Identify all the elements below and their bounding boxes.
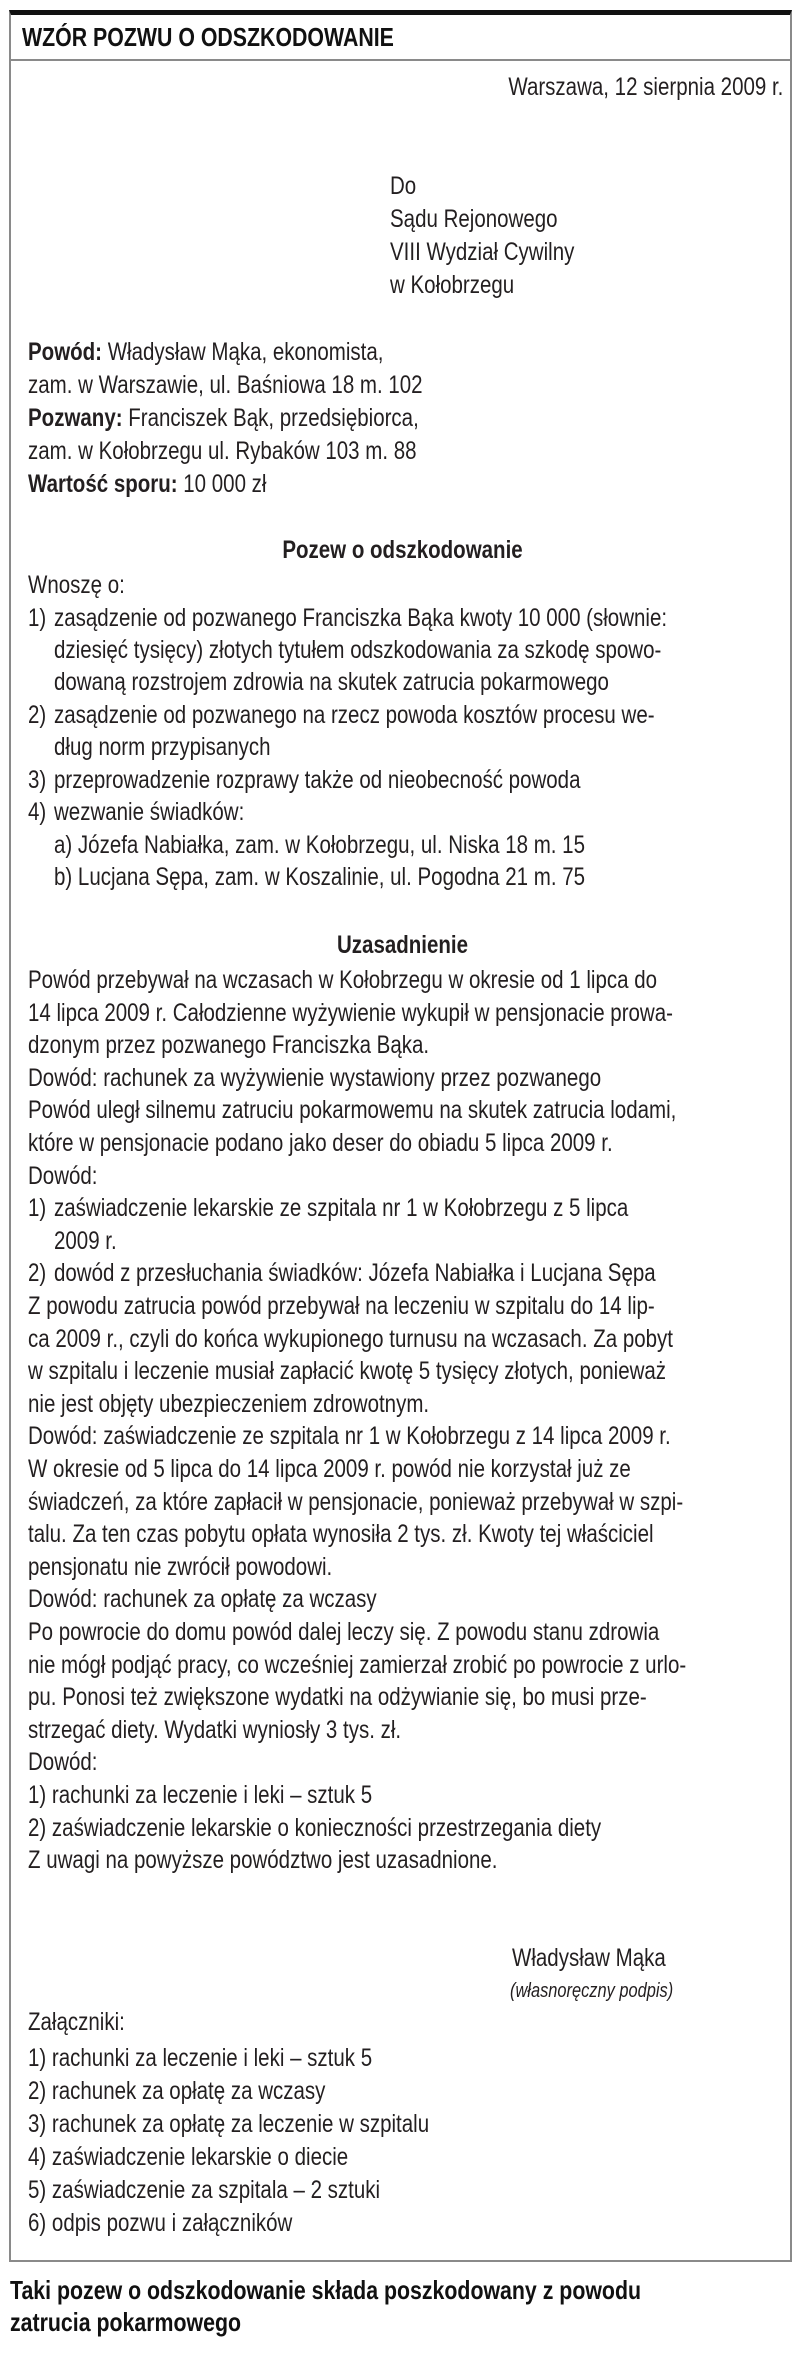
caption-line: Taki pozew o odszkodowanie składa poszkodowany z powodu [10,2275,642,2305]
document-title: WZÓR POZWU O ODSZKODOWANIE [22,22,394,52]
plaintiff-line [28,340,383,365]
claim-intro: Wnoszę o: [28,571,125,599]
plaintiff-label: Powód: [28,338,103,366]
evidence-text: 2009 r. [54,1226,117,1255]
claim-item-text: zasądzenie od pozwanego Franciszka Bąka kwoty 10 000 (słownie: [54,604,668,632]
witness-item: b) Lucjana Sępa, zam. w Koszalinie, ul. Pogodna 21 m. 75 [54,863,586,891]
defendant-name: Franciszek Bąk, przedsiębiorca, [122,404,419,432]
defendant-line [28,406,419,431]
justification-line: Dowód: zaświadczenie ze szpitala nr 1 w Kołobrzegu z 14 lipca 2009 r. [28,1422,671,1451]
claim-value: 10 000 zł [177,470,267,498]
justification-line: Z uwagi na powyższe powództwo jest uzasadnione. [28,1846,498,1875]
evidence-number: 2) [28,1259,47,1288]
justification-line: W okresie od 5 lipca do 14 lipca 2009 r. powód nie korzystał już ze [28,1455,631,1483]
evidence-number: 1) [28,1194,47,1223]
justification-line: Po powrocie do domu powód dalej leczy się. Z powodu stanu zdrowia [28,1618,660,1646]
justification-line: Dowód: [28,1161,98,1190]
justification-line: strzegać diety. Wydatki wyniosły 3 tys. zł. [28,1715,402,1744]
signature-note: (własnoręczny podpis) [510,1980,674,2002]
justification-line: świadczeń, za które zapłacił w pensjonacie, ponieważ przebywał w szpi- [28,1487,684,1516]
justification-line: które w pensjonacie podano jako deser do obiadu 5 lipca 2009 r. [28,1129,613,1157]
attachment-item: 4) zaświadczenie lekarskie o diecie [28,2143,349,2171]
addressee-line: VIII Wydział Cywilny [390,238,575,266]
claim-item-text: przeprowadzenie rozprawy także od nieobecność powoda [54,766,581,794]
plaintiff-name: Władysław Mąka, ekonomista, [102,338,384,366]
claim-item-number: 4) [28,798,47,826]
attachments-heading: Załączniki: [28,2008,125,2036]
claim-item-number: 2) [28,701,47,729]
claim-value-line [28,472,266,497]
justification-line: Dowód: rachunek za opłatę za wczasy [28,1585,377,1614]
claim-item-text: dług norm przypisanych [54,733,271,761]
justification-line: 1) rachunki za leczenie i leki – sztuk 5 [28,1781,373,1809]
attachment-item: 5) zaświadczenie za szpitala – 2 sztuki [28,2176,381,2204]
defendant-address: zam. w Kołobrzegu ul. Rybaków 103 m. 88 [28,437,417,465]
justification-line: pu. Ponosi też zwiększone wydatki na odżywianie się, bo musi prze- [28,1683,647,1712]
justification-line: dzonym przez pozwanego Franciszka Bąka. [28,1031,430,1060]
justification-heading: Uzasadnienie [336,931,469,959]
attachment-item: 2) rachunek za opłatę za wczasy [28,2077,326,2105]
plaintiff-address: zam. w Warszawie, ul. Baśniowa 18 m. 102 [28,371,423,399]
evidence-text: zaświadczenie lekarskie ze szpitala nr 1 w Kołobrzegu z 5 lipca [54,1194,629,1223]
justification-line: Z powodu zatrucia powód przebywał na leczeniu w szpitalu do 14 lip- [28,1292,655,1320]
header-divider [9,59,792,61]
addressee-line: Sądu Rejonowego [390,205,558,233]
addressee-line: w Kołobrzegu [390,271,515,299]
justification-line: Powód uległ silnemu zatruciu pokarmowemu na skutek zatrucia lodami, [28,1096,677,1125]
evidence-text: dowód z przesłuchania świadków: Józefa Nabiałka i Lucjana Sępa [54,1259,656,1288]
claim-item-text: wezwanie świadków: [54,798,245,826]
justification-line: pensjonatu nie zwrócił powodowi. [28,1552,333,1581]
claim-item-number: 1) [28,604,47,632]
attachment-item: 1) rachunki za leczenie i leki – sztuk 5 [28,2044,373,2072]
justification-line: Dowód: [28,1748,98,1777]
caption-line: zatrucia pokarmowego [10,2307,242,2337]
justification-line: w szpitalu i leczenie musiał zapłacić kwotę 5 tysięcy złotych, ponieważ [28,1357,667,1386]
justification-line: 2) zaświadczenie lekarskie o konieczności przestrzegania diety [28,1813,602,1842]
justification-line: talu. Za ten czas pobytu opłata wynosiła 2 tys. zł. Kwoty tej właściciel [28,1520,654,1549]
justification-line: nie jest objęty ubezpieczeniem zdrowotnym. [28,1389,430,1418]
claim-heading: Pozew o odszkodowanie [282,536,523,564]
witness-item: a) Józefa Nabiałka, zam. w Kołobrzegu, ul. Niska 18 m. 15 [54,831,585,859]
justification-line: 14 lipca 2009 r. Całodzienne wyżywienie wykupił w pensjonacie prowa- [28,998,673,1027]
attachment-item: 3) rachunek za opłatę za leczenie w szpitalu [28,2110,430,2138]
date-line: Warszawa, 12 sierpnia 2009 r. [508,73,783,101]
claim-item-number: 3) [28,766,47,794]
claim-item-text: dowaną rozstrojem zdrowia na skutek zatrucia pokarmowego [54,668,609,696]
justification-line: Dowód: rachunek za wyżywienie wystawiony przez pozwanego [28,1063,602,1092]
justification-line: ca 2009 r., czyli do końca wykupionego turnusu na wczasach. Za pobyt [28,1324,673,1353]
claim-value-label: Wartość sporu: [28,470,178,498]
addressee-line: Do [390,172,417,200]
claim-item-text: zasądzenie od pozwanego na rzecz powoda kosztów procesu we- [54,701,655,729]
signature-name: Władysław Mąka [512,1944,666,1972]
attachment-item: 6) odpis pozwu i załączników [28,2209,293,2237]
justification-line: nie mógł podjąć pracy, co wcześniej zamierzał zrobić po powrocie z urlo- [28,1650,687,1679]
claim-item-text: dziesięć tysięcy) złotych tytułem odszkodowania za szkodę spowo- [54,636,662,664]
defendant-label: Pozwany: [28,404,123,432]
justification-line: Powód przebywał na wczasach w Kołobrzegu w okresie od 1 lipca do [28,966,658,994]
